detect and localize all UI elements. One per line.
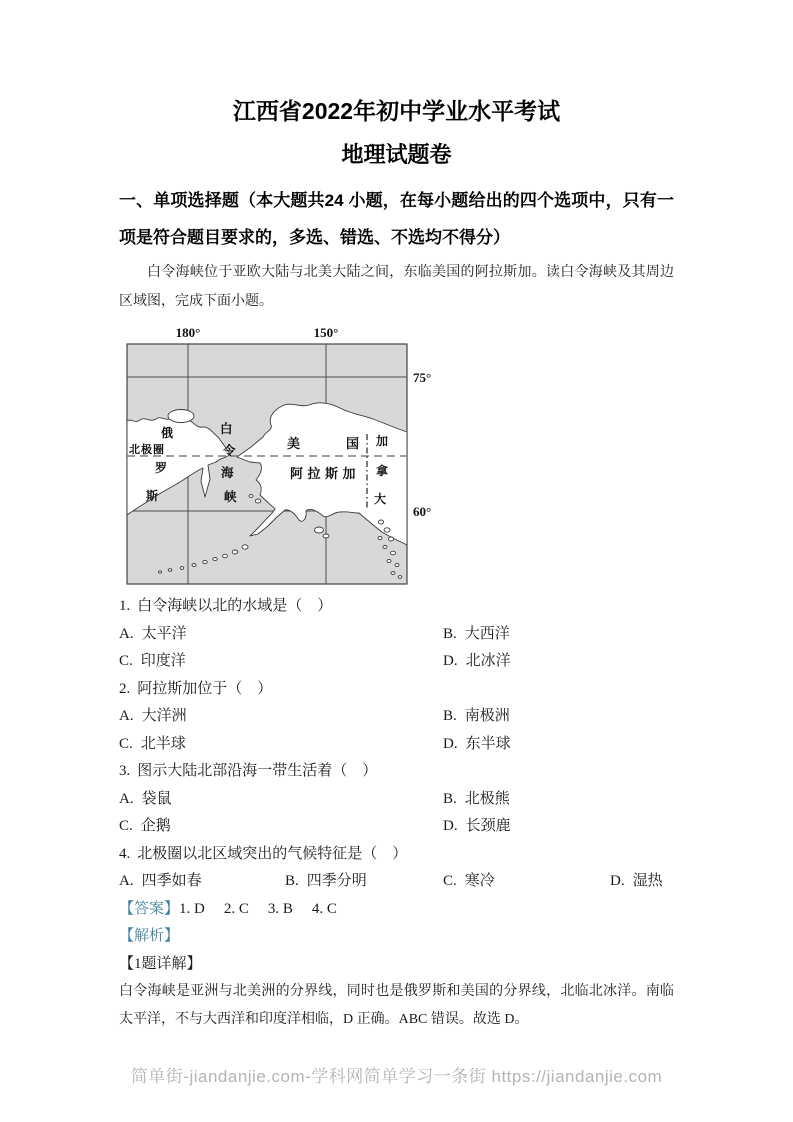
bering-strait-map bbox=[119, 320, 455, 586]
meridian-150-label: 150° bbox=[313, 325, 339, 340]
page-title: 江西省2022年初中学业水平考试 bbox=[232, 98, 561, 124]
option-b: B. 大西洋 bbox=[443, 625, 510, 642]
option-a: A. 太平洋 bbox=[119, 625, 187, 642]
usa-label-char1: 美 bbox=[287, 436, 301, 451]
question-1-options bbox=[119, 621, 674, 676]
usa-label-char2: 国 bbox=[346, 436, 360, 451]
document-content bbox=[119, 0, 674, 1033]
question-number: 1. bbox=[119, 598, 131, 614]
intro-paragraph: 白令海峡位于亚欧大陆与北美大陆之间，东临美国的阿拉斯加。读白令海峡及其周边区域图，完成下面小题。 bbox=[119, 265, 674, 309]
option-b: B. 北极熊 bbox=[443, 790, 510, 807]
answer-label: 【答案】 bbox=[119, 900, 180, 917]
option-b: B. 四季分明 bbox=[285, 873, 367, 889]
question-text: 北极圈以北区域突出的气候特征是（ ） bbox=[137, 845, 408, 862]
page-subtitle: 地理试题卷 bbox=[341, 142, 452, 167]
canada-label-char3: 大 bbox=[374, 492, 387, 506]
option-d: D. 湿热 bbox=[610, 873, 663, 889]
question-text: 白令海峡以北的水域是（ ） bbox=[137, 598, 333, 614]
option-d: D. 东半球 bbox=[443, 735, 511, 752]
questions-block bbox=[119, 593, 674, 1033]
question-3-options bbox=[119, 786, 674, 841]
answer-line bbox=[119, 896, 674, 924]
question-number: 3. bbox=[119, 763, 131, 779]
option-a: A. 大洋洲 bbox=[119, 708, 187, 724]
parallel-75-label: 75° bbox=[413, 370, 432, 385]
answer-item: 3. B bbox=[267, 900, 293, 917]
question-4-options bbox=[119, 868, 674, 896]
question-text: 图示大陆北部沿海一带生活着（ ） bbox=[137, 763, 378, 779]
option-d: D. 长颈鹿 bbox=[443, 818, 511, 834]
question-2-options bbox=[119, 703, 674, 758]
canada-label-char1: 加 bbox=[376, 434, 389, 448]
island bbox=[168, 410, 194, 423]
analysis-label: 【解析】 bbox=[119, 928, 180, 944]
alaska-label: 阿拉斯加 bbox=[290, 466, 361, 481]
question-3-stem bbox=[119, 758, 674, 786]
arctic-circle-label: 北极圈 bbox=[129, 444, 165, 456]
option-d: D. 北冰洋 bbox=[443, 653, 511, 669]
meridian-180-label: 180° bbox=[175, 325, 201, 340]
option-c: C. 印度洋 bbox=[119, 653, 186, 669]
question-1-stem bbox=[119, 593, 674, 621]
option-c: C. 企鹅 bbox=[119, 818, 171, 834]
option-b: B. 南极洲 bbox=[443, 708, 510, 724]
answer-item: 1. D bbox=[179, 900, 205, 917]
answer-item: 4. C bbox=[311, 900, 337, 917]
russia-label-char1: 俄 bbox=[161, 426, 174, 440]
option-c: C. 寒冷 bbox=[443, 873, 495, 889]
question-2-stem bbox=[119, 676, 674, 704]
question-number: 2. bbox=[119, 680, 131, 697]
bering-strait-label-char2: 令 bbox=[223, 444, 236, 458]
option-a: A. 袋鼠 bbox=[119, 790, 172, 807]
detail-1-heading: 【1题详解】 bbox=[119, 955, 202, 972]
question-number: 4. bbox=[119, 845, 131, 862]
answer-item: 2. C bbox=[223, 900, 249, 917]
detail-1-body: 白令海峡是亚洲与北美洲的分界线，同时也是俄罗斯和美国的分界线，北临北冰洋。南临太平洋，不与大西洋和印度洋相临，D 正确。ABC 错误。故选 D。 bbox=[119, 984, 674, 1027]
bering-strait-label-char1: 白 bbox=[220, 422, 233, 436]
option-a: A. 四季如春 bbox=[119, 873, 202, 889]
question-4-stem bbox=[119, 841, 674, 869]
canada-label-char2: 拿 bbox=[376, 464, 389, 478]
russia-label-char3: 斯 bbox=[146, 489, 159, 503]
option-c: C. 北半球 bbox=[119, 735, 186, 752]
russia-label-char2: 罗 bbox=[155, 461, 168, 475]
parallel-60-label: 60° bbox=[413, 504, 432, 519]
question-text: 阿拉斯加位于（ ） bbox=[137, 680, 273, 697]
bering-strait-label-char3: 海 bbox=[221, 466, 234, 480]
section-heading: 一、单项选择题（本大题共24 小题，在每小题给出的四个选项中，只有一项是符合题目要求的，多选、错选、不选均不得分） bbox=[119, 191, 674, 247]
watermark-footer: 简单街-jiandanjie.com-学科网简单学习一条街 https://jiandanjie.com bbox=[130, 1067, 663, 1086]
bering-strait-label-char4: 峡 bbox=[224, 490, 237, 504]
